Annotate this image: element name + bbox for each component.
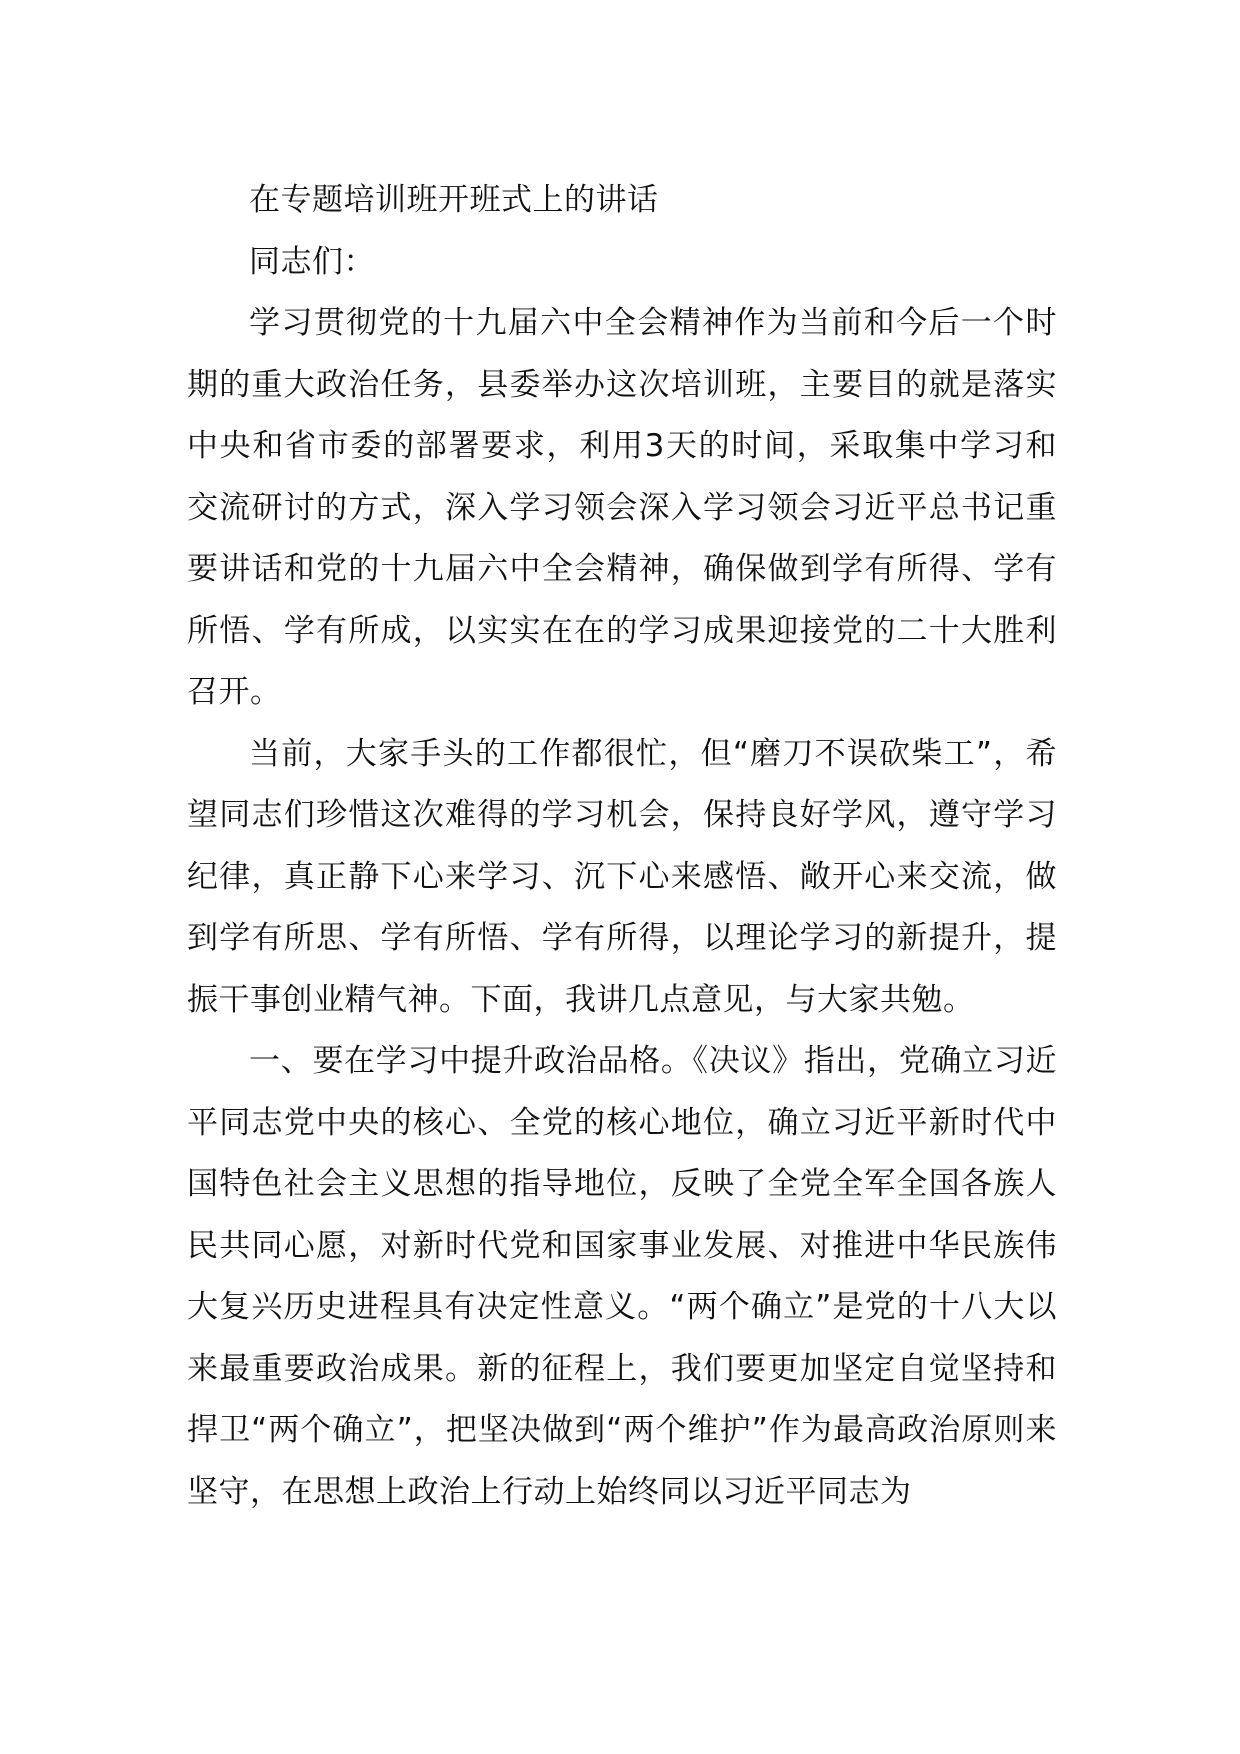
paragraph-political-quality: 一、要在学习中提升政治品格。《决议》指出，党确立习近平同志党中央的核心、全党的核心地位，确立习近平新时代中国特色社会主义思想的指导地位，反映了全党全军全国各族人民共同心愿，对新时代党和国家事业发展、对推进中华民族伟大复兴历史进程具有决定性意义。“两个确立”是党的十八大以来最重要政治成果。新的征程上，我们要更加坚定自觉坚持和捍卫“两个确立”，把坚决做到“两个维护”作为最高政治原则来坚守，在思想上政治上行动上始终同以习近平同志为 (187, 1043, 1057, 1510)
salutation: 同志们： (249, 243, 375, 280)
paragraph-study-request: 当前，大家手头的工作都很忙，但“磨刀不误砍柴工”，希望同志们珍惜这次难得的学习机会，保持良好学风，遵守学习纪律，真正静下心来学习、沉下心来感悟、敞开心来交流，做到学有所思、学有所悟、学有所得，以理论学习的新提升，提振干事创业精气神。下面，我讲几点意见，与大家共勉。 (187, 735, 1057, 1018)
speech-title: 在专题培训班开班式上的讲话 (249, 182, 659, 218)
paragraph-intro: 学习贯彻党的十九届六中全会精神作为当前和今后一个时期的重大政治任务，县委举办这次培训班，主要目的就是落实中央和省市委的部署要求，利用3天的时间，采取集中学习和交流研讨的方式，深入学习领会深入学习领会习近平总书记重要讲话和党的十九届六中全会精神，确保做到学有所得、学有所悟、学有所成，以实实在在的学习成果迎接党的二十大胜利召开。 (187, 305, 1057, 710)
document-body (187, 170, 1057, 1523)
